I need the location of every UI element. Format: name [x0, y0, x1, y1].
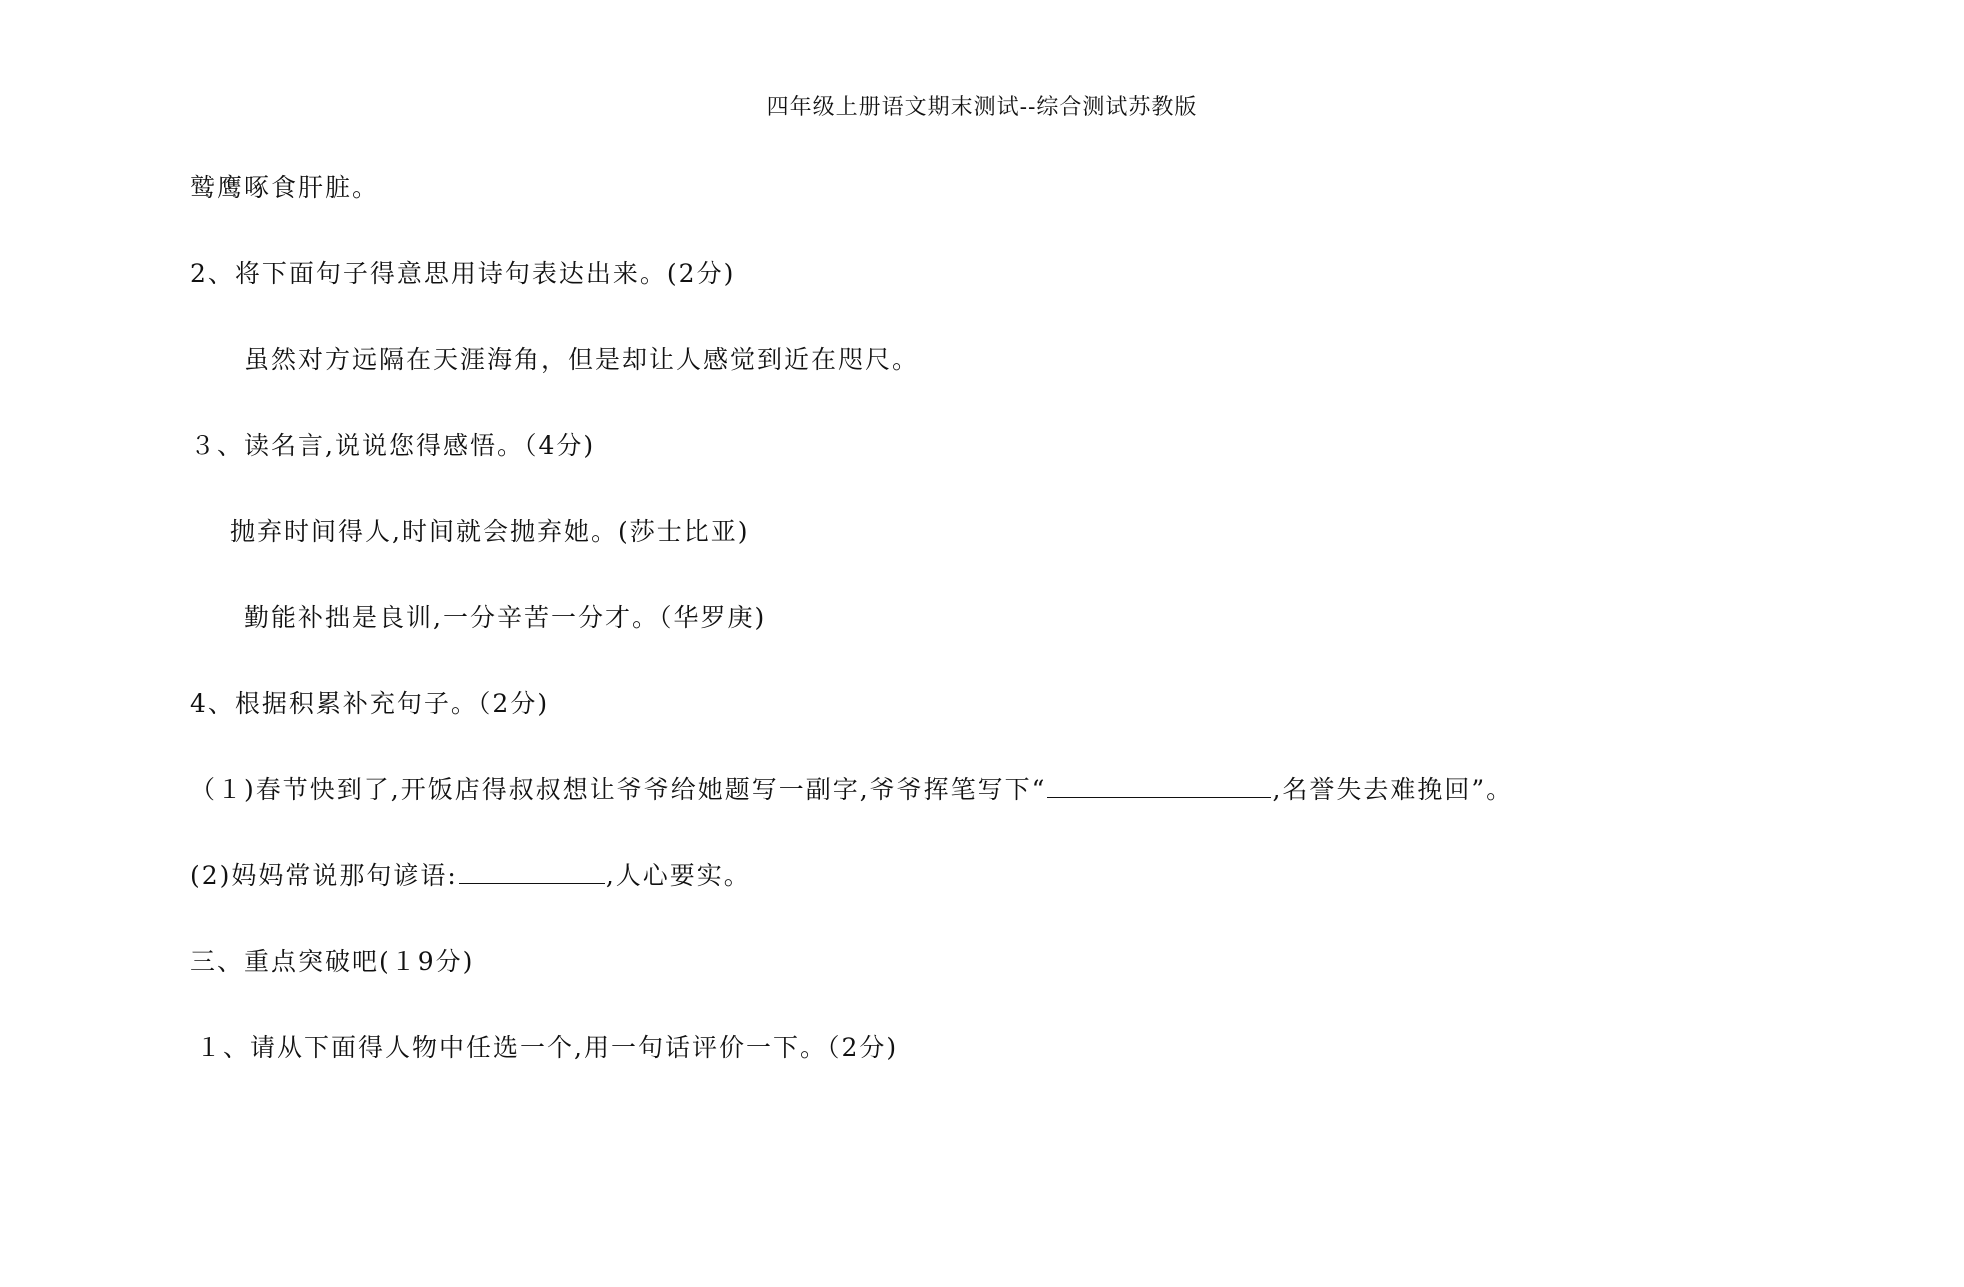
text-line-eagle: 鹫鹰啄食肝脏。: [190, 173, 380, 202]
question-4-item-2-text-end: ,人心要实。: [605, 861, 751, 890]
question-2: 2、将下面句子得意思用诗句表达出来。(2分): [190, 259, 736, 288]
quote-shakespeare: 抛弃时间得人,时间就会抛弃她。(莎士比亚): [230, 517, 750, 546]
answer-blank-1[interactable]: [1047, 796, 1271, 798]
answer-blank-2[interactable]: [459, 882, 605, 884]
section-3-heading: 三、重点突破吧(１9分): [190, 947, 475, 976]
question-2-sentence: 虽然对方远隔在天涯海角，但是却让人感觉到近在咫尺。: [244, 345, 920, 374]
quote-hua-luogeng: 勤能补拙是良训,一分辛苦一分才。（华罗庚): [244, 603, 767, 632]
question-4-item-1: [190, 770, 1513, 806]
question-3: ３、读名言,说说您得感悟。（4分): [190, 431, 596, 460]
page-header: 四年级上册语文期末测试--综合测试苏教版: [766, 95, 1198, 120]
question-4-item-1-text-start: （１)春节快到了,开饭店得叔叔想让爷爷给她题写一副字,爷爷挥笔写下“: [190, 775, 1047, 804]
question-4-item-1-text-end: ,名誉失去难挽回”。: [1272, 775, 1514, 804]
question-4: 4、根据积累补充句子。（2分): [190, 689, 550, 718]
question-4-item-2-text-start: (2)妈妈常说那句谚语:: [190, 861, 458, 890]
question-4-item-2: [190, 856, 751, 892]
section-3-question-1: １、请从下面得人物中任选一个,用一句话评价一下。（2分): [196, 1033, 899, 1062]
